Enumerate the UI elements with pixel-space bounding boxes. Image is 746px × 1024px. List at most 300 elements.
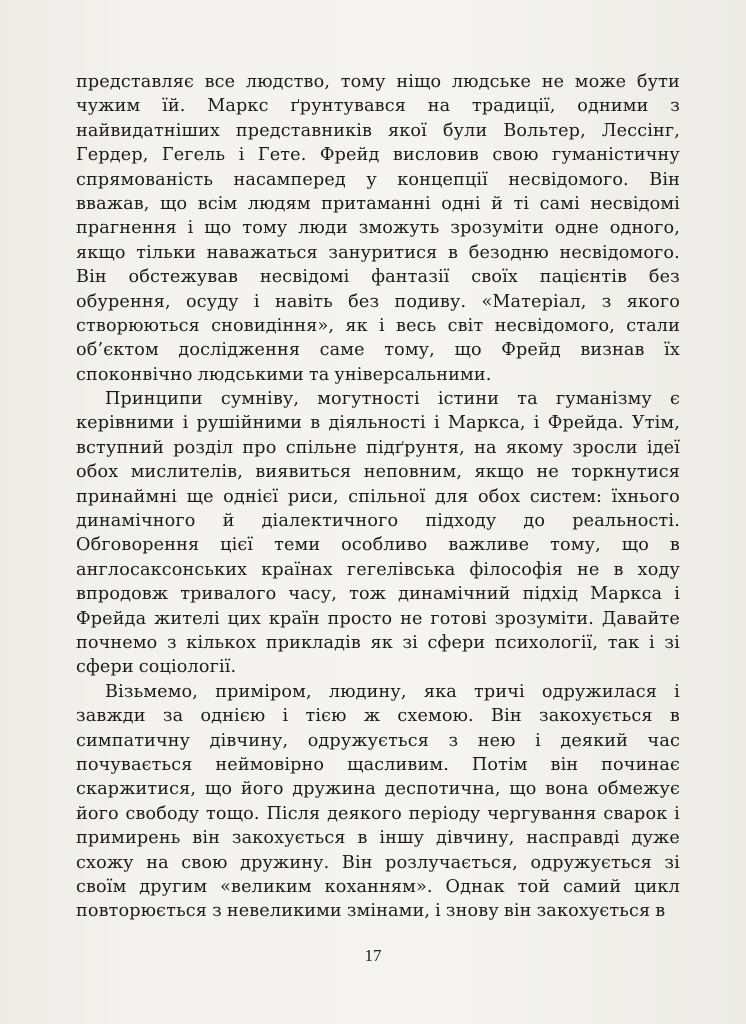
word: своїх xyxy=(471,267,518,288)
word: Він xyxy=(341,852,373,873)
word: могутності xyxy=(317,389,420,410)
word: традиції, xyxy=(471,96,556,117)
word: Він xyxy=(649,169,680,190)
word: так xyxy=(607,632,640,653)
word: Потім xyxy=(471,754,528,775)
word: одного, xyxy=(609,218,680,239)
word: скаржитися, xyxy=(76,779,197,800)
text-line xyxy=(76,729,680,753)
word: «великим xyxy=(220,876,312,897)
word: однієї xyxy=(223,486,279,507)
word: тому xyxy=(242,218,288,239)
word: тож xyxy=(349,584,387,605)
text-line xyxy=(76,192,680,216)
word: гуманістичну xyxy=(552,145,680,166)
word: Він xyxy=(76,267,107,288)
word: іншу xyxy=(379,828,425,849)
text-line xyxy=(76,607,680,631)
word: гуманізму xyxy=(555,389,652,410)
word: сфери xyxy=(427,632,486,653)
word: і xyxy=(187,218,194,239)
word: і xyxy=(674,681,680,702)
word: і xyxy=(238,145,245,166)
word: Він xyxy=(491,706,522,727)
word: зросли xyxy=(572,437,638,458)
word: Утім, xyxy=(631,413,680,434)
word: свою xyxy=(492,145,539,166)
word: Після xyxy=(266,803,321,824)
word: як xyxy=(345,315,368,336)
word: гегелівська xyxy=(346,559,456,580)
word: створюються xyxy=(76,315,200,336)
word: концепції xyxy=(397,169,488,190)
word: й xyxy=(491,193,504,214)
text-line xyxy=(76,680,680,704)
word: подиву. xyxy=(394,291,467,312)
word: закохується xyxy=(538,706,653,727)
word: представляє xyxy=(76,72,194,92)
word: безодню xyxy=(468,242,549,263)
word: зрозуміти. xyxy=(494,608,595,629)
page-number: 17 xyxy=(364,946,382,965)
word: їх xyxy=(664,340,680,361)
word: універсальними. xyxy=(334,364,492,385)
word: спрямованість xyxy=(76,169,214,190)
word: ті xyxy=(513,193,530,214)
word: з xyxy=(601,291,612,312)
paragraph xyxy=(76,387,680,680)
text-line xyxy=(76,875,680,899)
text-line xyxy=(76,70,680,94)
word: чужим xyxy=(76,96,141,117)
word: до xyxy=(523,511,546,532)
word: починає xyxy=(601,754,680,775)
word: і xyxy=(433,413,440,434)
text-line xyxy=(76,290,680,314)
word: сварок xyxy=(603,803,668,824)
word: «Матеріал, xyxy=(481,291,587,312)
word: в xyxy=(448,242,459,263)
word: деякого xyxy=(327,803,402,824)
word: Давайте xyxy=(601,608,680,629)
word: пацієнтів xyxy=(539,267,628,288)
text-line xyxy=(76,582,680,606)
word: не xyxy=(400,608,423,629)
word: дружина xyxy=(292,779,376,800)
word: якої xyxy=(388,120,427,141)
word: об’єктом xyxy=(76,340,159,361)
word: що xyxy=(509,779,537,800)
word: як xyxy=(370,632,393,653)
word: він xyxy=(503,901,532,922)
word: змінами, xyxy=(346,901,431,922)
text-line xyxy=(76,851,680,875)
word: обмежує xyxy=(597,779,680,800)
word: Візьмемо, xyxy=(105,681,199,702)
word: періоду xyxy=(408,803,481,824)
text-line xyxy=(76,533,680,557)
word: завжди xyxy=(76,706,146,727)
word: і xyxy=(533,413,540,434)
word: одружується xyxy=(307,730,430,751)
word: ніщо xyxy=(396,72,442,92)
word: Однак xyxy=(445,876,505,897)
word: самі xyxy=(539,193,580,214)
text-line xyxy=(76,460,680,484)
word: людство, xyxy=(245,72,331,92)
word: одні xyxy=(441,193,481,214)
word: несвідомі xyxy=(590,193,680,214)
word: час xyxy=(647,730,680,751)
word: тільки xyxy=(136,242,197,263)
word: своїм xyxy=(76,876,127,897)
word: примирень xyxy=(76,828,181,849)
word: несвідомого. xyxy=(559,242,680,263)
word: визнав xyxy=(580,340,645,361)
word: саме xyxy=(319,340,365,361)
word: його xyxy=(76,803,119,824)
word: схожу xyxy=(76,852,134,873)
word: дівчину, xyxy=(435,828,515,849)
word: готові xyxy=(430,608,487,629)
word: закохується xyxy=(536,901,651,922)
word: фантазії xyxy=(371,267,450,288)
word: навіть xyxy=(274,291,333,312)
word: насправді xyxy=(526,828,620,849)
word: обстежував xyxy=(128,267,239,288)
word: що xyxy=(454,340,482,361)
word: країн xyxy=(268,608,320,629)
word: і xyxy=(282,706,289,727)
word: він xyxy=(550,754,579,775)
word: що xyxy=(204,779,233,800)
word: Фрейд xyxy=(501,340,561,361)
word: дружину. xyxy=(240,852,330,873)
word: яка xyxy=(423,681,457,702)
word: вона xyxy=(545,779,589,800)
word: Вольтер, xyxy=(503,120,586,141)
word: їхнього xyxy=(611,486,680,507)
paragraph xyxy=(76,680,680,924)
word: щасливим. xyxy=(347,754,449,775)
word: кількох xyxy=(186,632,257,653)
word: обох xyxy=(477,486,521,507)
text-line xyxy=(76,168,680,192)
word: осуду xyxy=(185,291,239,312)
word: керівними xyxy=(76,413,175,434)
word: Маркса, xyxy=(447,413,526,434)
word: знову xyxy=(445,901,499,922)
paragraph xyxy=(76,70,680,387)
text-line xyxy=(76,387,680,411)
word: без xyxy=(648,267,680,288)
text-line xyxy=(76,899,680,923)
word: спільне xyxy=(285,437,357,458)
word: людям xyxy=(247,193,311,214)
word: тричі xyxy=(474,681,525,702)
word: його xyxy=(240,779,284,800)
word: діалектичного xyxy=(261,511,399,532)
word: деспотична, xyxy=(384,779,501,800)
word: ходу xyxy=(637,559,680,580)
word: мислителів, xyxy=(130,462,243,483)
word: неповним, xyxy=(363,462,463,483)
word: людськими xyxy=(197,364,304,385)
word: розділ xyxy=(173,437,234,458)
text-line xyxy=(76,363,680,387)
word: і xyxy=(674,803,680,824)
text-line xyxy=(76,558,680,582)
word: часу, xyxy=(288,584,338,605)
word: схемою. xyxy=(397,706,474,727)
text-line xyxy=(76,143,680,167)
word: вважав, xyxy=(76,193,150,214)
text-line xyxy=(76,241,680,265)
word: і xyxy=(379,315,385,336)
word: однією xyxy=(200,706,266,727)
word: не xyxy=(541,72,565,92)
text-line xyxy=(76,436,680,460)
word: Гегель xyxy=(161,145,226,166)
body-text xyxy=(76,70,680,924)
word: тому, xyxy=(550,535,601,556)
word: висловив xyxy=(392,145,479,166)
word: той xyxy=(517,876,551,897)
word: насамперед xyxy=(233,169,346,190)
word: дівчину, xyxy=(209,730,289,751)
word: підхід xyxy=(522,584,579,605)
word: одними xyxy=(577,96,649,117)
word: не xyxy=(577,559,600,580)
word: не xyxy=(536,462,559,483)
word: в xyxy=(613,559,624,580)
word: симпатичну xyxy=(76,730,191,751)
word: найвидатніших xyxy=(76,120,220,141)
word: бути xyxy=(636,72,680,92)
word: тощо. xyxy=(206,803,260,824)
word: філософія xyxy=(469,559,563,580)
word: теми xyxy=(274,535,321,556)
word: рушійними xyxy=(196,413,303,434)
word: жителі xyxy=(154,608,220,629)
word: якого xyxy=(626,291,680,312)
word: і xyxy=(674,584,680,605)
word: нею xyxy=(477,730,516,751)
word: споконвічно xyxy=(76,364,193,385)
text-line xyxy=(76,802,680,826)
word: неймовірно xyxy=(215,754,325,775)
word: несвідомого, xyxy=(494,315,615,336)
word: в xyxy=(310,413,321,434)
word: наважаться xyxy=(206,242,318,263)
text-line xyxy=(76,119,680,143)
word: повторюється xyxy=(76,901,208,922)
word: без xyxy=(348,291,380,312)
word: зануритися xyxy=(328,242,438,263)
word: Маркс xyxy=(207,96,269,117)
text-line xyxy=(76,485,680,509)
word: ще xyxy=(186,486,214,507)
word: почнемо xyxy=(76,632,158,653)
word: для xyxy=(434,486,469,507)
word: риси, xyxy=(287,486,339,507)
word: і xyxy=(182,413,189,434)
text-line xyxy=(76,265,680,289)
word: притаманні xyxy=(321,193,431,214)
word: Фрейд xyxy=(319,145,380,166)
word: діяльності xyxy=(328,413,426,434)
word: Лессінг, xyxy=(601,120,680,141)
word: в xyxy=(669,706,680,727)
word: світ xyxy=(447,315,484,336)
word: і xyxy=(648,632,655,653)
word: одружилася xyxy=(541,681,657,702)
word: динамічний xyxy=(398,584,511,605)
word: цих xyxy=(227,608,262,629)
word: зможуть xyxy=(358,218,440,239)
word: тому, xyxy=(384,340,435,361)
word: систем: xyxy=(529,486,603,507)
word: несвідомого. xyxy=(508,169,629,190)
word: другим xyxy=(139,876,208,897)
word: і xyxy=(535,730,541,751)
word: дуже xyxy=(631,828,680,849)
text-line xyxy=(76,704,680,728)
text-line xyxy=(76,411,680,435)
word: за xyxy=(162,706,184,727)
word: закохується xyxy=(231,828,346,849)
word: й xyxy=(222,511,235,532)
text-line xyxy=(76,655,680,679)
text-line xyxy=(76,338,680,362)
word: спільної xyxy=(348,486,426,507)
word: зрозуміти xyxy=(450,218,544,239)
word: Маркса xyxy=(590,584,663,605)
word: на xyxy=(146,852,169,873)
word: може xyxy=(574,72,627,92)
word: є xyxy=(669,389,680,410)
word: сумніву, xyxy=(220,389,300,410)
word: несвідомі xyxy=(259,267,350,288)
word: в xyxy=(655,901,666,922)
word: на xyxy=(474,437,497,458)
word: Фрейда. xyxy=(547,413,624,434)
word: дослідження xyxy=(178,340,301,361)
text-line xyxy=(76,216,680,240)
word: про xyxy=(242,437,277,458)
word: реальності. xyxy=(572,511,680,532)
word: що xyxy=(204,218,232,239)
word: Обговорення xyxy=(76,535,200,556)
word: ґрунтувався xyxy=(290,96,406,117)
word: деякий xyxy=(560,730,629,751)
word: приміром, xyxy=(215,681,312,702)
text-line xyxy=(76,777,680,801)
word: з xyxy=(670,96,680,117)
text-line xyxy=(76,94,680,118)
word: ж xyxy=(363,706,381,727)
text-line xyxy=(76,826,680,850)
word: що xyxy=(159,193,188,214)
word: почувається xyxy=(76,754,193,775)
word: якщо xyxy=(474,462,525,483)
word: сфери xyxy=(76,657,134,678)
word: з xyxy=(448,730,459,751)
word: були xyxy=(442,120,488,141)
word: самий xyxy=(562,876,622,897)
word: всім xyxy=(197,193,238,214)
word: одне xyxy=(554,218,599,239)
word: та xyxy=(308,364,330,385)
word: в xyxy=(669,535,680,556)
word: представників xyxy=(235,120,373,141)
word: країнах xyxy=(261,559,333,580)
word: тією xyxy=(305,706,347,727)
word: впродовж xyxy=(76,584,169,605)
text-line xyxy=(76,631,680,655)
word: тому xyxy=(340,72,386,92)
word: він xyxy=(192,828,221,849)
word: прикладів xyxy=(265,632,361,653)
word: Гете. xyxy=(257,145,307,166)
word: з xyxy=(212,901,222,922)
word: англосаксонських xyxy=(76,559,248,580)
text-line xyxy=(76,314,680,338)
word: стали xyxy=(626,315,680,336)
word: істини xyxy=(437,389,500,410)
word: важливе xyxy=(448,535,530,556)
word: тривалого xyxy=(180,584,277,605)
word: зі xyxy=(402,632,418,653)
word: обох xyxy=(76,462,119,483)
word: обурення, xyxy=(76,291,171,312)
word: розлучається, xyxy=(385,852,518,873)
text-line xyxy=(76,753,680,777)
word: і xyxy=(253,291,260,312)
word: соціології. xyxy=(138,657,237,678)
word: зі xyxy=(664,632,680,653)
word: Фрейда xyxy=(76,608,147,629)
word: цикл xyxy=(634,876,680,897)
word: підходу xyxy=(425,511,497,532)
word: в xyxy=(357,828,368,849)
word: людину, xyxy=(328,681,407,702)
text-line xyxy=(76,509,680,533)
word: психології, xyxy=(494,632,599,653)
word: просто xyxy=(327,608,393,629)
word: люди xyxy=(298,218,348,239)
word: що xyxy=(621,535,649,556)
word: Гердер, xyxy=(76,145,149,166)
word: динамічного xyxy=(76,511,196,532)
word: і xyxy=(435,901,441,922)
word: торкнутися xyxy=(571,462,680,483)
word: якому xyxy=(505,437,564,458)
word: принаймні xyxy=(76,486,178,507)
word: зі xyxy=(664,852,680,873)
word: та xyxy=(517,389,538,410)
word: у xyxy=(366,169,377,190)
word: одружується xyxy=(530,852,652,873)
word: сновидіння», xyxy=(211,315,335,336)
word: якщо xyxy=(76,242,126,263)
word: людське xyxy=(451,72,532,92)
word: весь xyxy=(396,315,437,336)
word: на xyxy=(427,96,451,117)
word: свою xyxy=(181,852,228,873)
word: свободу xyxy=(125,803,200,824)
word: чергування xyxy=(487,803,597,824)
